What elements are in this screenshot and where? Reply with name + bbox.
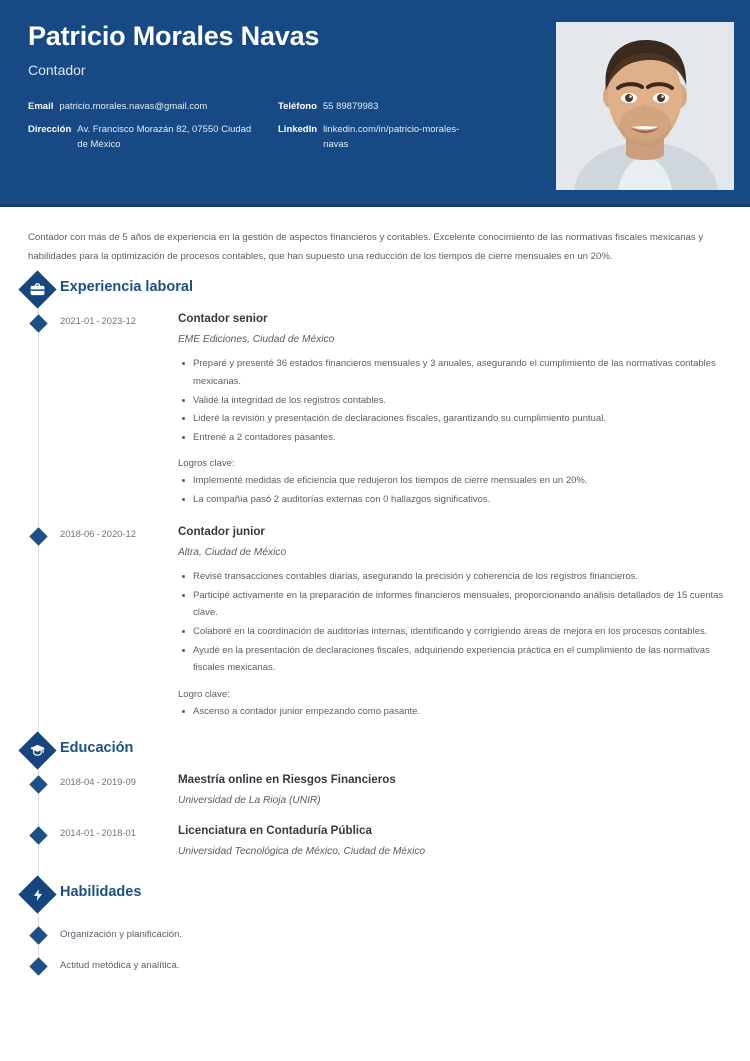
timeline-diamond <box>29 957 47 975</box>
resume-header <box>0 0 750 207</box>
date-separator: - <box>96 776 100 788</box>
timeline-diamond <box>29 827 47 845</box>
section-title-education: Educación <box>60 740 134 757</box>
date-separator: - <box>96 827 100 839</box>
experience-employer: Altra, Ciudad de México <box>178 547 287 559</box>
section-title-experience: Experiencia laboral <box>60 279 193 296</box>
contact-label-email: Email <box>28 100 54 112</box>
list-item: Ascenso a contador junior empezando como pasante. <box>192 703 740 721</box>
section-header-education <box>0 737 750 769</box>
date-start: 2018-06 <box>60 528 95 540</box>
list-item: Revisé transacciones contables diarias, asegurando la precisión y coherencia de los registros financieros. <box>192 568 740 586</box>
date-separator: - <box>96 315 100 327</box>
contact-label-phone: Teléfono <box>278 100 317 112</box>
experience-dates <box>60 312 178 326</box>
experience-dates <box>60 525 178 539</box>
experience-entry <box>0 525 750 735</box>
section-header-skills <box>0 881 750 913</box>
timeline-diamond <box>29 776 47 794</box>
section-header-experience <box>0 276 750 308</box>
date-end: 2020-12 <box>101 528 136 540</box>
graduation-cap-icon <box>26 739 49 762</box>
education-dates <box>60 824 178 838</box>
list-item: Preparé y presenté 36 estados financieros mensuales y 3 anuales, asegurando el cumplimiento de las normativas contables mexicanas. <box>192 355 740 390</box>
contact-label-address: Dirección <box>28 124 72 136</box>
education-entry <box>0 824 750 879</box>
list-item: Colaboré en la coordinación de auditorías internas, identificando y corrigiendo áreas de mejora en los procesos contables. <box>192 623 740 641</box>
education-degree: Licenciatura en Contaduría Pública <box>178 824 372 838</box>
professional-summary: Contador con más de 5 años de experiencia en la gestión de aspectos financieros y contables. Excelente conocimiento de las normativas fiscales mexicanas y habilidades para la optimización de procesos contables, que han supuesto una reducción de los tiempos de cierre mensuales en un 20%. <box>28 232 704 262</box>
experience-employer: EME Ediciones, Ciudad de México <box>178 334 335 346</box>
candidate-job-title: Contador <box>28 61 86 78</box>
experience-achievement-list <box>178 472 740 508</box>
contact-value-address: Av. Francisco Morazán 82, 07550 Ciudad de México <box>77 124 252 151</box>
list-item: Implementé medidas de eficiencia que redujeron los tiempos de cierre mensuales en un 20%. <box>192 472 740 490</box>
education-degree: Maestría online en Riesgos Financieros <box>178 773 396 787</box>
section-title-skills: Habilidades <box>60 884 142 901</box>
contact-address <box>28 123 278 152</box>
resume-body <box>0 229 750 973</box>
education-institution: Universidad de La Rioja (UNIR) <box>178 795 321 807</box>
date-separator: - <box>96 528 100 540</box>
education-institution: Universidad Tecnológica de México, Ciudad de México <box>178 846 426 858</box>
timeline-diamond <box>29 315 47 333</box>
experience-job-title: Contador junior <box>178 525 265 539</box>
experience-entry <box>0 312 750 523</box>
list-item: Entrené a 2 contadores pasantes. <box>192 429 740 447</box>
contact-value-email[interactable]: patricio.morales.navas@gmail.com <box>59 100 208 112</box>
skill-item <box>0 927 750 942</box>
date-start: 2018-04 <box>60 776 95 788</box>
education-entry <box>0 773 750 822</box>
list-item: Validé la integridad de los registros contables. <box>192 392 740 410</box>
date-start: 2021-01 <box>60 315 95 327</box>
list-item: Ayudé en la presentación de declaraciones fiscales, adquiriendo experiencia práctica en el cumplimiento de las normativas fiscales mexicanas. <box>192 642 740 677</box>
education-dates <box>60 773 178 787</box>
lightning-bolt-icon <box>26 883 49 906</box>
section-skills <box>0 881 750 973</box>
timeline-diamond <box>29 927 47 945</box>
experience-job-title: Contador senior <box>178 312 268 326</box>
date-end: 2018-01 <box>101 827 136 839</box>
candidate-name: Patricio Morales Navas <box>28 21 320 51</box>
section-education <box>0 737 750 879</box>
skill-label: Actitud metódica y analítica. <box>60 959 180 971</box>
contact-column-left <box>28 100 278 162</box>
experience-bullet-list <box>178 568 740 676</box>
section-experience <box>0 276 750 735</box>
experience-achievement-list <box>178 703 740 721</box>
date-end: 2023-12 <box>101 315 136 327</box>
contact-value-phone[interactable]: 55 89879983 <box>322 100 379 112</box>
contact-value-linkedin[interactable]: linkedin.com/in/patricio-morales-navas <box>323 124 460 151</box>
list-item: Participé activamente en la preparación de informes financieros mensuales, proporcionando análisis detallados de 15 cuentas clave. <box>192 587 740 622</box>
achievements-label: Logros clave: <box>178 458 235 470</box>
skill-label: Organización y planificación. <box>60 929 183 941</box>
date-end: 2019-09 <box>101 776 136 788</box>
contact-grid <box>28 100 528 162</box>
header-text-block <box>28 22 528 162</box>
list-item: Lideré la revisión y presentación de declaraciones fiscales, garantizando su cumplimiento puntual. <box>192 410 740 428</box>
list-item: La compañía pasó 2 auditorías externas con 0 hallazgos significativos. <box>192 491 740 509</box>
skill-item <box>0 958 750 973</box>
achievements-label: Logro clave: <box>178 688 230 700</box>
contact-email <box>28 100 278 115</box>
timeline-diamond <box>29 528 47 546</box>
contact-column-right <box>278 100 518 162</box>
contact-phone <box>278 100 518 115</box>
contact-linkedin <box>278 123 518 152</box>
experience-bullet-list <box>178 355 740 446</box>
briefcase-icon <box>26 278 49 301</box>
date-start: 2014-01 <box>60 827 95 839</box>
contact-label-linkedin: LinkedIn <box>278 124 318 136</box>
avatar <box>556 22 734 190</box>
